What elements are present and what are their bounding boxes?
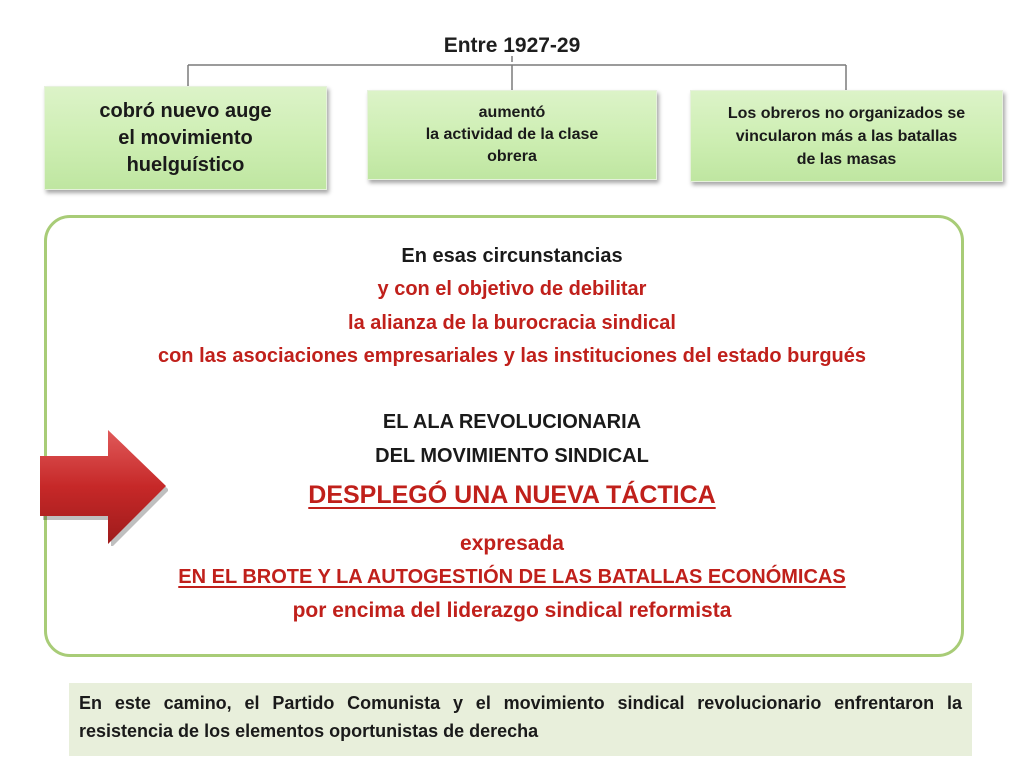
tree-connector bbox=[0, 0, 1024, 100]
emphasis-line bbox=[0, 566, 1024, 589]
arrow-right-icon bbox=[38, 428, 168, 546]
box-label: cobró nuevo auge el movimiento huelguístico bbox=[99, 99, 272, 176]
diagram-title: Entre 1927-29 bbox=[443, 34, 581, 57]
panel-intro: En esas circunstancias bbox=[401, 245, 623, 267]
objective-line-2: la alianza de la burocracia sindical bbox=[348, 312, 676, 334]
box-working-class-activity bbox=[367, 90, 657, 180]
closing-line: por encima del liderazgo sindical reformista bbox=[292, 599, 732, 622]
subject-line-2: DEL MOVIMIENTO SINDICAL bbox=[375, 445, 649, 467]
objective-line-1: y con el objetivo de debilitar bbox=[377, 278, 647, 300]
headline-text: DESPLEGÓ UNA NUEVA TÁCTICA bbox=[308, 481, 716, 509]
box-label: aumentó la actividad de la clase obrera bbox=[425, 104, 599, 165]
footer-note: En este camino, el Partido Comunista y el movimiento sindical revolucionario enfrentaron la resistencia de los elementos oportunistas de derecha bbox=[69, 683, 972, 756]
expressed-label: expresada bbox=[460, 532, 564, 555]
box-label: Los obreros no organizados se vincularon más a las batallas de las masas bbox=[727, 104, 966, 168]
subject-line-1: EL ALA REVOLUCIONARIA bbox=[382, 411, 642, 433]
objective-line-3: con las asociaciones empresariales y las instituciones del estado burgués bbox=[157, 345, 867, 367]
box-strike-movement bbox=[44, 86, 327, 190]
box-unorganized-workers bbox=[690, 90, 1003, 182]
emphasis-text: EN EL BROTE Y LA AUTOGESTIÓN DE LAS BATALLAS ECONÓMICAS bbox=[178, 566, 846, 588]
